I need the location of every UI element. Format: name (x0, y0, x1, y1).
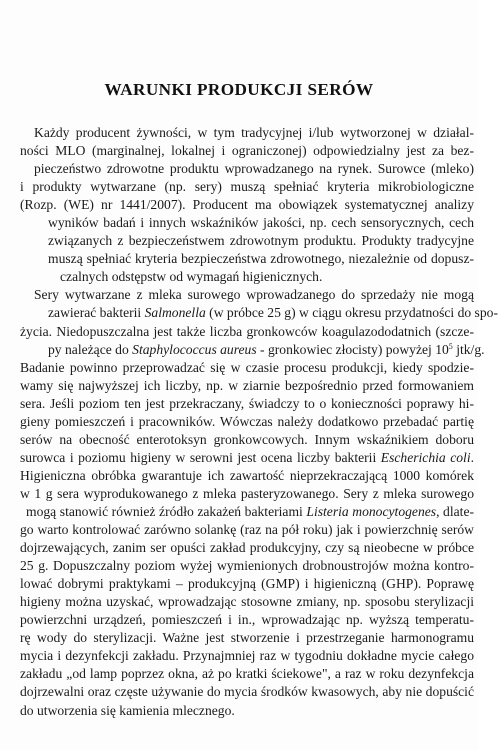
text-line (20, 286, 474, 304)
text-line (20, 449, 474, 467)
text-run: dojrzewających, zanim ser opuści zakład produkcyjny, czy są nieobecne w próbce (20, 540, 474, 556)
text-run: czalnych odstępstw od wymagań higienicznych. (60, 269, 323, 285)
text-run: mogą stanowić również źródło zakażeń bakteriami (26, 503, 307, 519)
text-line (20, 431, 474, 449)
italic-term: Salmonella (144, 305, 206, 321)
text-run: lować dobrymi praktykami – produkcyjną (GMP) i higieniczną (GHP). Poprawę (20, 576, 474, 592)
text-line (20, 214, 474, 232)
text-run: życia. Niedopuszczalna jest także liczba gronkowców koagulazododatnich (szcze- (20, 323, 474, 339)
text-run: , dlate- (436, 503, 474, 519)
text-run: mycia i dezynfekcji zakładu. Przynajmniej raz w tygodniu dokładne mycie całego (20, 648, 474, 664)
text-run: powierzchni urządzeń, pomieszczeń i in., wprowadzając np. wyższą temperatu- (20, 612, 474, 628)
page-title: WARUNKI PRODUKCJI SERÓW (104, 80, 374, 99)
text-line (20, 485, 474, 503)
text-line (20, 160, 474, 178)
text-line (20, 341, 485, 359)
superscript: 5 (448, 341, 453, 351)
text-line (20, 647, 474, 665)
text-run: py należące do (48, 341, 133, 357)
text-run: rę wody do sterylizacji. Ważne jest stworzenie i przestrzeganie harmonogramu (20, 630, 474, 646)
text-run: do utworzenia się kamienia mlecznego. (20, 702, 235, 718)
text-run: jtk/g. (452, 341, 485, 357)
text-run: - gronkowiec złocisty) powyżej 10 (256, 341, 449, 357)
text-line (20, 702, 474, 720)
text-run: zakładu „od lamp poprzez okna, aż po kratki ściekowe", a raz w roku dezynfekcja (20, 666, 474, 682)
text-line (20, 665, 474, 683)
text-line (20, 593, 474, 611)
text-run: muszą spełniać kryteria bezpieczeństwa zdrowotnego, niezależnie od dopusz- (48, 251, 474, 267)
text-run: (w próbce 25 g) w ciągu okresu przydatności do spo- (205, 305, 498, 321)
text-run: Sery wytwarzane z mleka surowego wprowadzanego do sprzedaży nie mogą (34, 287, 474, 303)
text-line (20, 304, 498, 322)
text-line (20, 268, 474, 286)
text-line (20, 232, 474, 250)
text-run: serów na obecność enterotoksyn gronkowcowych. Innym wskaźnikiem doboru (20, 431, 474, 447)
body-text (20, 124, 498, 720)
text-run: pieczeństwo zdrowotne produktu wprowadzanego na rynek. Surowce (mleko) (34, 161, 474, 177)
text-line (20, 142, 474, 160)
text-run: i produkty wytwarzane (np. sery) muszą spełniać kryteria mikrobiologiczne (20, 179, 474, 195)
text-line (20, 323, 474, 341)
text-run: Badanie powinno przeprowadzać się w czasie procesu produkcji, kiedy spodzie- (20, 359, 474, 375)
text-run: . (470, 449, 475, 465)
text-line (20, 575, 474, 593)
text-line (20, 521, 474, 539)
text-run: go warto kontrolować zarówno solankę (raz na pół roku) jak i powierzchnię serów (20, 522, 474, 538)
text-line (20, 124, 474, 142)
italic-term: Listeria monocytogenes (306, 503, 437, 519)
italic-term: Escherichia coli (380, 449, 471, 465)
text-line (20, 395, 474, 413)
text-line (20, 557, 474, 575)
italic-term: Staphylococcus aureus (132, 341, 257, 357)
text-run: surowca i poziomu higieny w serowni jest ocena liczby bakterii (20, 449, 381, 465)
text-run: wamy się najwyższej ich liczby, np. w ziarnie bezpośrednio przed formowaniem (20, 377, 474, 393)
text-run: ności MLO (marginalnej, lokalnej i ograniczonej) odpowiedzialny jest za bez- (20, 143, 474, 159)
text-line (20, 611, 474, 629)
text-run: higieny można uzyskać, wprowadzając stosowne zmiany, np. sposobu sterylizacji (20, 594, 474, 610)
text-line (20, 539, 474, 557)
text-run: gieny pomieszczeń i pracowników. Wówczas należy dodatkowo przebadać partię (20, 413, 474, 429)
text-run: sera. Jeśli poziom ten jest przekraczany, świadczy to o konieczności poprawy hi- (20, 395, 474, 411)
text-run: w 1 g sera wyprodukowanego z mleka pasteryzowanego. Sery z mleka surowego (20, 485, 474, 501)
text-run: Higieniczna obróbka gwarantuje ich zawartość nieprzekraczającą 1000 komórek (20, 467, 474, 483)
text-line (20, 250, 474, 268)
text-run: wyników badań i innych wskaźników jakości, np. cech sensorycznych, cech (48, 215, 474, 231)
text-line (20, 178, 474, 196)
text-line (20, 377, 474, 395)
text-line (20, 467, 474, 485)
text-run: związanych z bezpieczeństwem zdrowotnym produktu. Produkty tradycyjne (48, 233, 474, 249)
text-run: (Rozp. (WE) nr 1441/2007). Producent ma obowiązek systematycznej analizy (20, 197, 474, 213)
text-run: dojrzewalni oraz częste używanie do mycia środków kwasowych, aby nie dopuścić (20, 684, 474, 700)
text-line (20, 413, 474, 431)
text-line (20, 683, 474, 701)
text-run: Każdy producent żywności, w tym tradycyjnej i/lub wytworzonej w działal- (34, 125, 474, 140)
text-line (20, 196, 474, 214)
text-line (20, 629, 474, 647)
text-run: zawierać bakterii (48, 305, 145, 321)
text-line (20, 359, 474, 377)
text-run: 25 g. Dopuszczalny poziom wyżej wymienionych drobnoustrojów można kontro- (20, 558, 474, 574)
text-line (20, 503, 474, 521)
